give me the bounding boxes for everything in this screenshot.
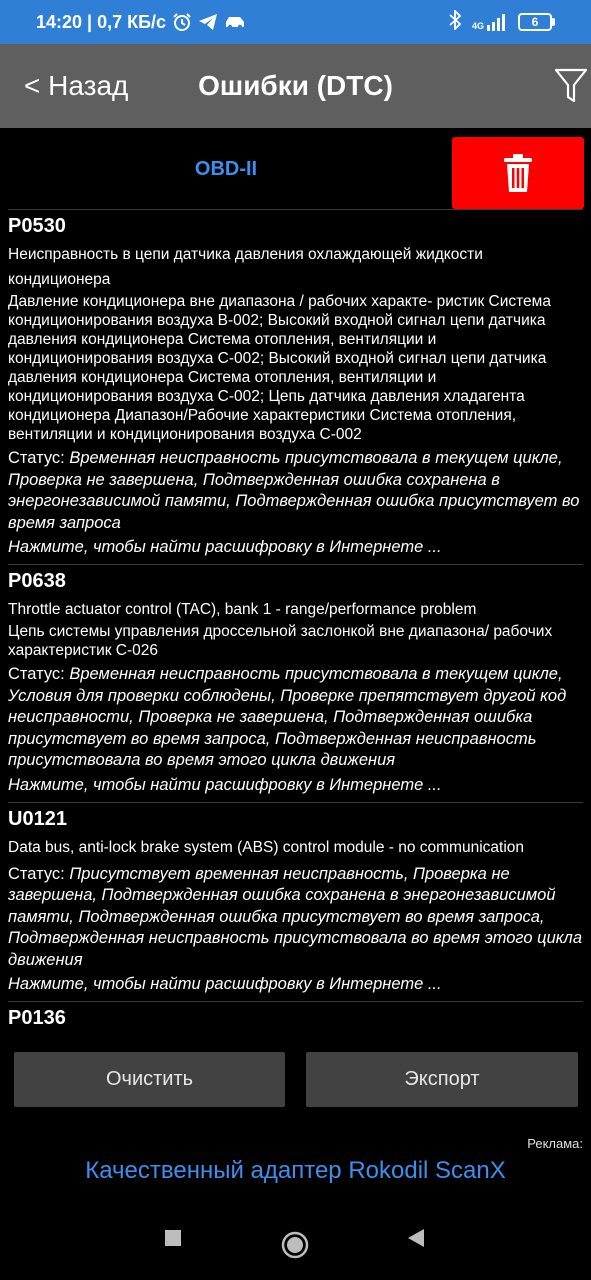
tab-row [0, 128, 591, 210]
dtc-code: P0530 [8, 215, 66, 237]
back-icon [406, 1228, 426, 1248]
signal-group [472, 13, 508, 31]
ad-link[interactable]: Качественный адаптер Rokodil ScanX [85, 1157, 506, 1184]
clear-button[interactable]: Очистить [14, 1052, 285, 1107]
status-left [36, 12, 246, 33]
signal-icon [486, 13, 508, 31]
nav-back-button[interactable] [405, 1228, 427, 1248]
status-value: Присутствует временная неисправность, Проверка не завершена, Подтвержденная ошибка сохранена в энергонезависимой памяти, Подтвержденная ошибка присутствует во время запроса, Подтвержденная неисправность присутствовала во время этого цикла движения [8, 864, 583, 969]
car-icon [224, 14, 246, 30]
dtc-search-link[interactable]: Нажмите, чтобы найти расшифровку в Интернете ... [8, 538, 442, 556]
dtc-description: Неисправность в цепи датчика давления охлаждающей жидкости кондиционера [8, 246, 483, 288]
dtc-code: U0121 [8, 807, 67, 830]
home-button[interactable] [280, 1230, 310, 1260]
status-label: Статус: [8, 665, 65, 683]
status-bar [0, 0, 591, 44]
status-label: Статус: [8, 449, 65, 467]
app-bar [0, 44, 591, 128]
status-value: Временная неисправность присутствовала в текущем цикле, Проверка не завершена, Подтвержденная ошибка сохранена в энергонезависимой памяти, Подтвержденная ошибка присутствует во время запроса [8, 449, 580, 532]
status-time: 14:20 | 0,7 КБ/с [36, 11, 167, 32]
network-label: 4G [471, 21, 484, 31]
export-button[interactable]: Экспорт [306, 1052, 578, 1107]
trash-icon [503, 153, 533, 193]
home-icon [281, 1231, 309, 1259]
dtc-details: Давление кондиционера вне диапазона / рабочих характе- ристик Система кондиционирования воздуха В-002; Высокий входной сигнал цепи датчика давления кондиционера Система отопления, вентиляции и кондиционирования воздуха С-002; Высокий входной сигнал цепи датчика давления кондиционера Система отопления, вентиляции и кондиционирования воздуха С-002; Цепь датчика давления хладагента кондиционера Диапазон/Рабочие характеристики Система отопления, вентиляции и кондиционирования воздуха С-002 [8, 293, 551, 443]
delete-button[interactable] [452, 137, 584, 209]
dtc-code: P0136 [8, 1007, 66, 1025]
back-button[interactable]: < Назад [24, 70, 129, 101]
recents-button[interactable] [163, 1228, 183, 1248]
tab-obd2[interactable]: OBD-II [194, 157, 258, 180]
dtc-description: Throttle actuator control (TAC), bank 1 - range/performance problem [8, 601, 477, 618]
dtc-details: Цепь системы управления дроссельной заслонкой вне диапазона/ рабочих характеристик С-026 [8, 623, 553, 659]
dtc-item[interactable] [8, 565, 583, 803]
dtc-item[interactable] [8, 1002, 583, 1025]
recents-icon [164, 1229, 182, 1247]
dtc-description: Data bus, anti-lock brake system (ABS) control module - no communication [8, 838, 525, 856]
dtc-item[interactable] [8, 210, 583, 565]
status-label: Статус: [8, 864, 65, 883]
nav-bar [0, 1200, 591, 1280]
battery-level: 6 [518, 13, 552, 31]
filter-icon [554, 68, 588, 104]
alarm-icon [172, 12, 192, 32]
battery-icon [518, 13, 555, 31]
telegram-icon [198, 13, 218, 31]
dtc-search-link[interactable]: Нажмите, чтобы найти расшифровку в Интернете ... [8, 975, 442, 993]
dtc-item[interactable] [8, 803, 583, 1003]
dtc-status [8, 664, 583, 772]
ad-label: Реклама: [527, 1136, 583, 1151]
dtc-list[interactable] [0, 210, 591, 1025]
dtc-status [8, 448, 583, 534]
bluetooth-icon [448, 10, 462, 35]
filter-button[interactable] [553, 66, 589, 106]
status-value: Временная неисправность присутствовала в текущем цикле, Условия для проверки соблюдены, Проверке препятствует другой код неисправности, Проверка не завершена, Подтвержденная ошибка присутствует во время запроса, Подтвержденная неисправность присутствовала во время этого цикла движения [8, 665, 567, 769]
dtc-search-link[interactable]: Нажмите, чтобы найти расшифровку в Интернете ... [8, 775, 442, 794]
dtc-code: P0638 [8, 570, 66, 592]
page-title: Ошибки (DTC) [198, 70, 393, 101]
status-right [448, 10, 555, 35]
dtc-status [8, 864, 583, 972]
